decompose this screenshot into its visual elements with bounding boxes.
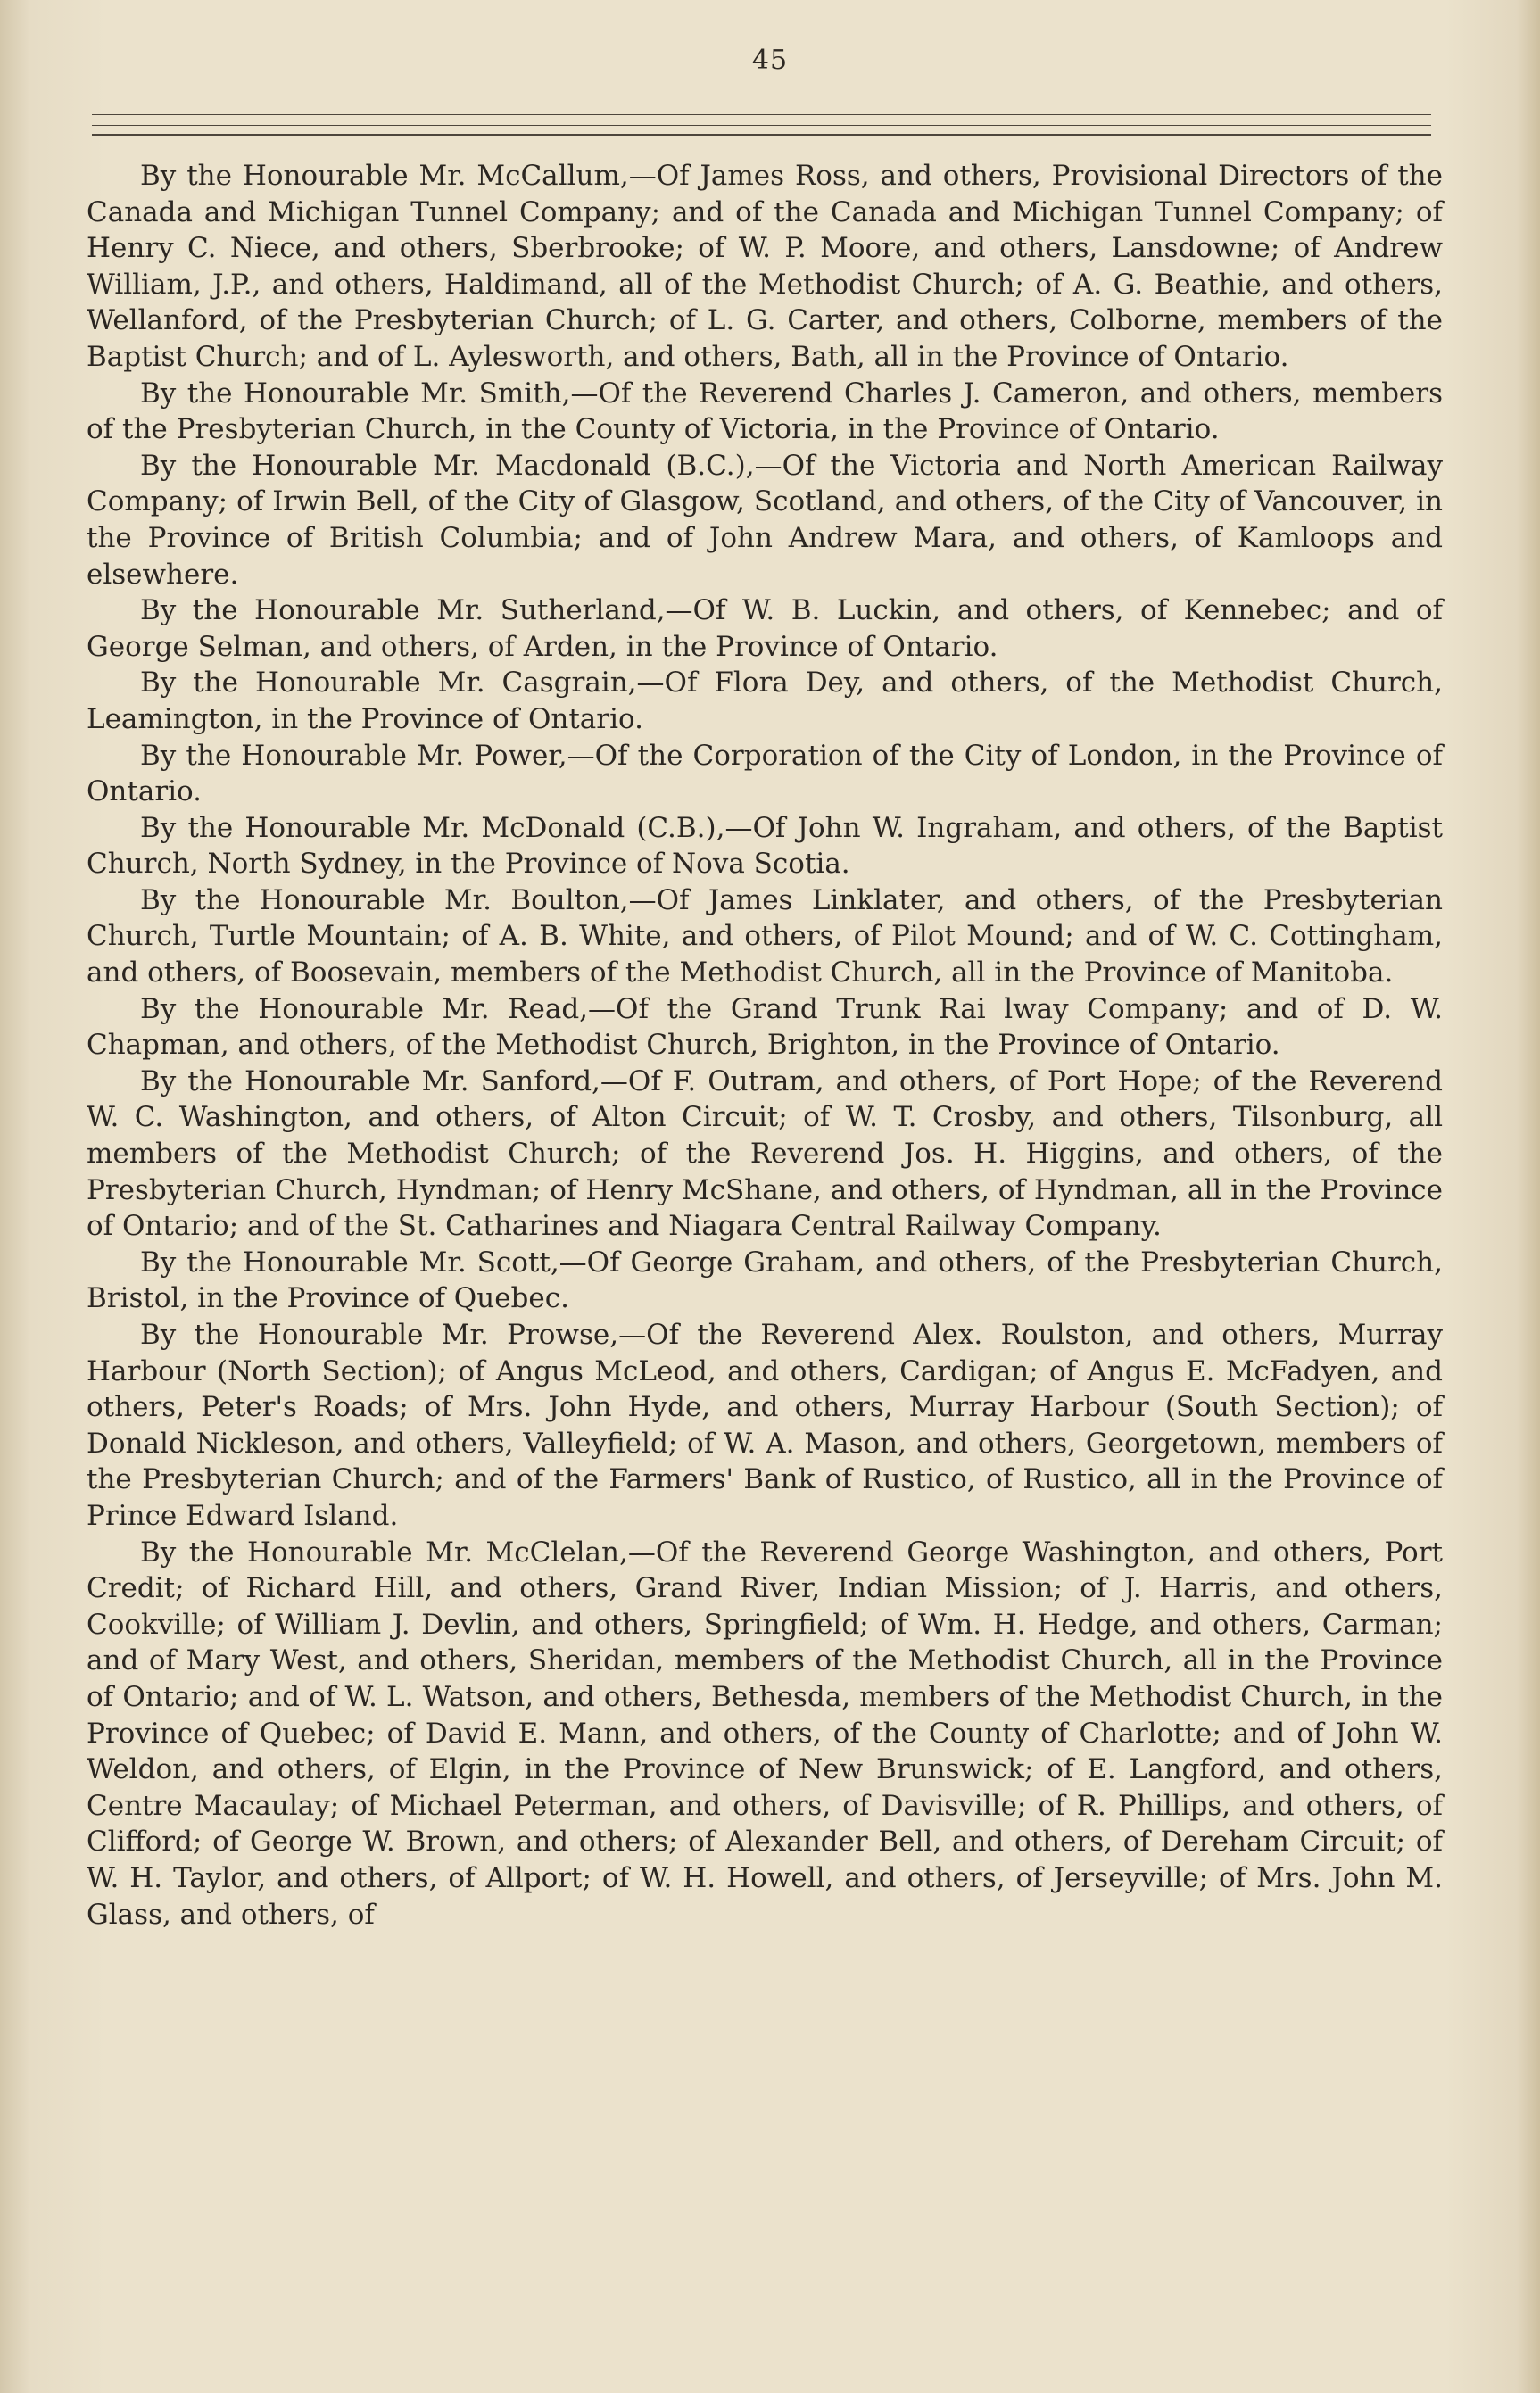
petition-paragraph-boulton: By the Honourable Mr. Boulton,—Of James Linklater, and others, of the Presbyterian Church, Turtle Mountain; of A. B. White, and others, of Pilot Mound; and of W. C. Cottingham, and others, of Boosevain, members of the Methodist Church, all in the Province of Manitoba. — [87, 883, 1443, 989]
header-rule-bottom — [92, 134, 1431, 136]
petition-paragraph-mcdonald: By the Honourable Mr. McDonald (C.B.),—Of John W. Ingraham, and others, of the Baptist Church, North Sydney, in the Province of Nova Scotia. — [87, 811, 1443, 881]
header-rule-middle — [92, 125, 1431, 126]
petition-paragraph-smith: By the Honourable Mr. Smith,—Of the Reverend Charles J. Cameron, and others, members of the Presbyterian Church, in the County of Victoria, in the Province of Ontario. — [87, 377, 1443, 446]
petition-paragraph-mccallum: By the Honourable Mr. McCallum,—Of James Ross, and others, Provisional Directors of the Canada and Michigan Tunnel Company; and of the Canada and Michigan Tunnel Company; of Henry C. Niece, and others, Sberbrooke; of W. P. Moore, and others, Lansdowne; of Andrew William, J.P., and others, Haldimand, all of the Methodist Church; of A. G. Beathie, and others, Wellanford, of the Presbyterian Church; of L. G. Carter, and others, Colborne, members of the Baptist Church; and of L. Aylesworth, and others, Bath, all in the Province of Ontario. — [87, 160, 1443, 373]
petition-paragraph-macdonald: By the Honourable Mr. Macdonald (B.C.),—Of the Victoria and North American Railway Company; of Irwin Bell, of the City of Glasgow, Scotland, and others, of the City of Vancouver, in the Province of British Columbia; and of John Andrew Mara, and others, of Kamloops and elsewhere. — [87, 449, 1443, 591]
petition-paragraph-mcclelan: By the Honourable Mr. McClelan,—Of the Reverend George Washington, and others, Port Credit; of Richard Hill, and others, Grand River, Indian Mission; of J. Harris, and others, Cookville; of William J. Devlin, and others, Springfield; of Wm. H. Hedge, and others, Carman; and of Mary West, and others, Sheridan, members of the Methodist Church, all in the Province of Ontario; and of W. L. Watson, and others, Bethesda, members of the Methodist Church, in the Province of Quebec; of David E. Mann, and others, of the County of Charlotte; and of John W. Weldon, and others, of Elgin, in the Province of New Brunswick; of E. Langford, and others, Centre Macaulay; of Michael Peterman, and others, of Davisville; of R. Phillips, and others, of Clifford; of George W. Brown, and others; of Alexander Bell, and others, of Dereham Circuit; of W. H. Taylor, and others, of Allport; of W. H. Howell, and others, of Jerseyville; of Mrs. John M. Glass, and others, of — [87, 1536, 1443, 1931]
petition-paragraph-sutherland: By the Honourable Mr. Sutherland,—Of W. B. Luckin, and others, of Kennebec; and of George Selman, and others, of Arden, in the Province of Ontario. — [87, 594, 1443, 663]
petition-paragraph-read: By the Honourable Mr. Read,—Of the Grand Trunk Rai lway Company; and of D. W. Chapman, and others, of the Methodist Church, Brighton, in the Province of Ontario. — [87, 992, 1443, 1062]
petition-paragraph-sanford: By the Honourable Mr. Sanford,—Of F. Outram, and others, of Port Hope; of the Reverend W. C. Washington, and others, of Alton Circuit; of W. T. Crosby, and others, Tilsonburg, all members of the Methodist Church; of the Reverend Jos. H. Higgins, and others, of the Presbyterian Church, Hyndman; of Henry McShane, and others, of Hyndman, all in the Province of Ontario; and of the St. Catharines and Niagara Central Railway Company. — [87, 1064, 1443, 1243]
header-rule-top — [92, 114, 1431, 115]
petition-paragraph-casgrain: By the Honourable Mr. Casgrain,—Of Flora Dey, and others, of the Methodist Church, Leamington, in the Province of Ontario. — [87, 667, 1443, 735]
petitions-text-block — [87, 158, 1443, 1933]
page-number: 45 — [751, 45, 789, 76]
petition-paragraph-power: By the Honourable Mr. Power,—Of the Corporation of the City of London, in the Province of Ontario. — [87, 739, 1443, 808]
petition-paragraph-scott: By the Honourable Mr. Scott,—Of George Graham, and others, of the Presbyterian Church, Bristol, in the Province of Quebec. — [87, 1246, 1443, 1315]
petition-paragraph-prowse: By the Honourable Mr. Prowse,—Of the Reverend Alex. Roulston, and others, Murray Harbour (North Section); of Angus McLeod, and others, Cardigan; of Angus E. McFadyen, and others, Peter's Roads; of Mrs. John Hyde, and others, Murray Harbour (South Section); of Donald Nickleson, and others, Valleyfield; of W. A. Mason, and others, Georgetown, members of the Presbyterian Church; and of the Farmers' Bank of Rustico, of Rustico, all in the Province of Prince Edward Island. — [87, 1319, 1443, 1532]
